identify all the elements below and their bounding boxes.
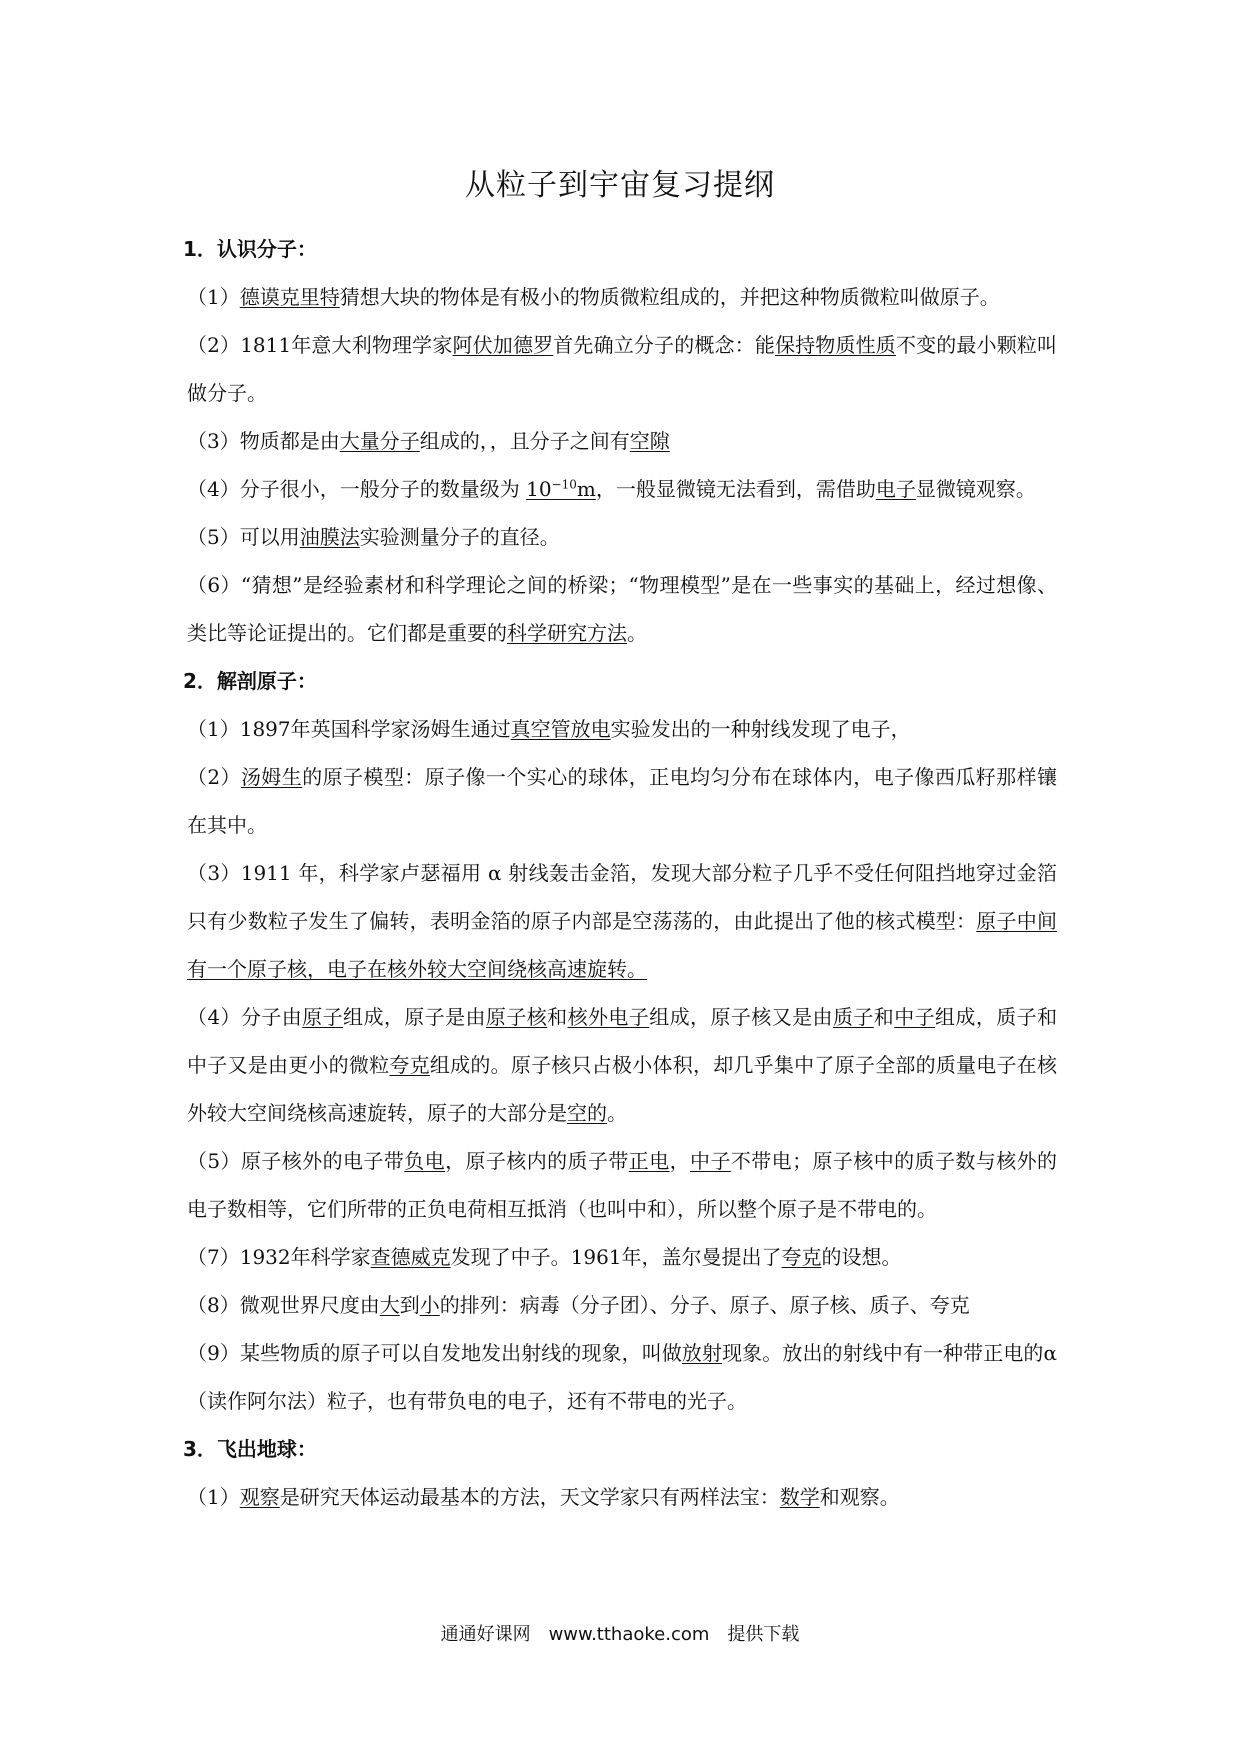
document-body — [183, 225, 1058, 1521]
text-run: ， — [669, 1149, 691, 1173]
underlined-term: 大 — [379, 1293, 400, 1317]
list-item — [187, 465, 1057, 513]
underlined-term: 核外电子 — [567, 1005, 650, 1029]
text-run: 组成，原子核又是由 — [649, 1005, 833, 1029]
text-run: 现象。放出的射线中有一种带正电的 — [722, 1341, 1044, 1365]
underline — [567, 1101, 607, 1125]
underline — [241, 765, 302, 789]
underline — [780, 1485, 820, 1509]
underlined-term: 保持物质性质 — [775, 333, 896, 357]
underline — [568, 1005, 650, 1029]
text-run: 和 — [873, 1005, 895, 1029]
underline — [775, 333, 896, 357]
underlined-term: 科学研究方法 — [507, 621, 627, 645]
underline — [453, 333, 554, 357]
underline — [240, 1485, 280, 1509]
text-run: （5）可以用 — [187, 525, 300, 549]
text-run: 不带电；原子核中的质子数与核外的电子数相等，它们所带的正负电荷相互抵消（也叫中和），所以整个原子是不带电的。 — [187, 1149, 1058, 1221]
underline — [682, 1341, 722, 1365]
underline — [690, 1149, 731, 1173]
text-run: （2）1811年意大利物理学家 — [187, 333, 453, 357]
list-item — [187, 1281, 1057, 1329]
list-item — [187, 993, 1057, 1137]
underlined-term: 阿伏加德罗 — [452, 333, 554, 357]
underlined-term: 空的 — [567, 1101, 607, 1125]
list-item — [187, 1233, 1057, 1281]
underlined-term: 负电 — [404, 1149, 446, 1173]
text-run: 显微镜观察。 — [915, 477, 1036, 501]
underline — [380, 1293, 400, 1317]
underlined-term: 德谟克里特 — [239, 285, 340, 309]
text-run: 。 — [627, 621, 647, 645]
underlined-term: 原子中间有一个原子核，电子在核外较大空间绕核高速旋转。 — [187, 909, 1058, 981]
list-item — [187, 417, 1057, 465]
text-run: （1） — [187, 1485, 240, 1509]
text-run: （2） — [187, 765, 241, 789]
underline — [300, 525, 360, 549]
text-run: （1） — [187, 285, 240, 309]
underline — [894, 1005, 935, 1029]
superscript: −10 — [551, 477, 577, 492]
underlined-term: 小 — [419, 1293, 440, 1317]
underlined-term: 夸克 — [781, 1245, 822, 1269]
text-run: 的原子模型：原子像一个实心的球体，正电均匀分布在球体内，电子像西瓜籽那样镶在其中。 — [187, 765, 1058, 837]
text-run: 组成的，，且分子之间有 — [419, 429, 630, 453]
underlined-term: 大量分子 — [339, 429, 420, 453]
underline — [511, 717, 611, 741]
underline — [404, 1149, 445, 1173]
underlined-term: 10 — [526, 477, 552, 501]
list-item — [187, 513, 1057, 561]
text-run: 发现了中子。1961年，盖尔曼提出了 — [450, 1245, 782, 1269]
text-run: 。 — [607, 1101, 627, 1125]
underlined-term: 空隙 — [629, 429, 670, 453]
text-run: 是研究天体运动最基本的方法，天文学家只有两样法宝： — [279, 1485, 780, 1509]
text-run: 组成，质子和中子又是由更小的微粒 — [187, 1005, 1058, 1077]
underlined-term: 数学 — [779, 1485, 820, 1509]
underlined-term: 观察 — [239, 1485, 280, 1509]
list-item — [187, 1473, 1057, 1521]
underlined-term: 质子 — [832, 1005, 874, 1029]
list-item — [187, 321, 1057, 417]
text-run: 不变的最小颗粒叫做分子。 — [187, 333, 1058, 405]
text-run: （5）原子核外的电子带 — [187, 1149, 405, 1173]
underlined-term: 油膜法 — [299, 525, 360, 549]
text-run: （3）1911 年，科学家卢瑟福用 α 射线轰击金箔，发现大部分粒子几乎不受任何阻挡地穿过金箔只有少数粒子发生了偏转，表明金箔的原子内部是空荡荡的，由此提出了他的核式模型： — [187, 861, 1057, 933]
text-run: ，原子核内的质子带 — [445, 1149, 629, 1173]
underline — [629, 1149, 670, 1173]
text-run: 和 — [547, 1005, 568, 1029]
text-run: ，一般显微镜无法看到，需借助 — [595, 477, 876, 501]
page-footer: 通通好课网 www.tthaoke.com 提供下载 — [440, 1624, 800, 1645]
underline — [577, 477, 596, 501]
underlined-term: 放射 — [681, 1341, 723, 1365]
underline — [340, 429, 420, 453]
underline — [486, 1005, 547, 1029]
text-run: 和观察。 — [819, 1485, 900, 1509]
list-item — [187, 561, 1057, 657]
underline — [630, 429, 670, 453]
underlined-term: m — [576, 477, 596, 501]
underline — [526, 477, 551, 501]
text-run: 组成的。原子核只占极小体积，却几乎集中了原子全部的质量电子在核外较大空间绕核高速旋转，原子的大部分是 — [187, 1053, 1058, 1125]
list-item — [187, 849, 1057, 993]
underline — [876, 477, 916, 501]
section-heading: 1．认识分子： — [183, 237, 317, 261]
list-item — [187, 273, 1057, 321]
text-run: 的排列：病毒（分子团）、分子、原子、原子核、质子、夸克 — [439, 1293, 970, 1317]
text-run: 的设想。 — [821, 1245, 902, 1269]
text-run: α — [1043, 1341, 1058, 1365]
list-item — [187, 753, 1057, 849]
underlined-term: 中子 — [894, 1005, 936, 1029]
text-run: （9）某些物质的原子可以自发地发出射线的现象，叫做 — [187, 1341, 682, 1365]
underline — [552, 477, 577, 501]
underlined-term: 原子 — [302, 1005, 344, 1029]
underline — [420, 1293, 440, 1317]
underlined-term: 原子核 — [485, 1005, 548, 1029]
underline — [240, 285, 340, 309]
list-item — [187, 1329, 1057, 1425]
underlined-term: 夸克 — [389, 1053, 430, 1077]
underlined-term: 正电 — [628, 1149, 670, 1173]
underlined-term: 查德威克 — [370, 1245, 451, 1269]
text-run: （8）微观世界尺度由 — [187, 1293, 380, 1317]
underline — [507, 621, 627, 645]
section-heading: 2．解剖原子： — [183, 669, 317, 693]
underlined-term: 中子 — [690, 1149, 731, 1173]
text-run: （3）物质都是由 — [187, 429, 340, 453]
text-run: 组成，原子是由 — [343, 1005, 486, 1029]
underline — [371, 1245, 451, 1269]
underlined-term: 真空管放电 — [510, 717, 611, 741]
page-title: 从粒子到宇宙复习提纲 — [465, 168, 775, 203]
text-run: 首先确立分子的概念：能 — [553, 333, 775, 357]
list-item — [187, 1137, 1057, 1233]
text-run: 实验发出的一种射线发现了电子， — [610, 717, 911, 741]
underline — [833, 1005, 874, 1029]
text-run: （读作阿尔法）粒子，也有带负电的电子，还有不带电的光子。 — [187, 1389, 747, 1413]
text-run: 实验测量分子的直径。 — [359, 525, 560, 549]
text-run: （1）1897年英国科学家汤姆生通过 — [187, 717, 511, 741]
underline — [782, 1245, 822, 1269]
list-item — [187, 705, 1057, 753]
text-run: （4）分子由 — [187, 1005, 303, 1029]
underline — [302, 1005, 343, 1029]
text-run: （7）1932年科学家 — [187, 1245, 371, 1269]
text-run: 猜想大块的物体是有极小的物质微粒组成的，并把这种物质微粒叫做原子。 — [339, 285, 1000, 309]
underline — [389, 1053, 429, 1077]
text-run: （6）“猜想”是经验素材和科学理论之间的桥梁；“物理模型”是在一些事实的基础上，经过想像、类比等论证提出的。它们都是重要的 — [187, 573, 1057, 645]
section-heading: 3．飞出地球： — [183, 1437, 317, 1461]
text-run: （4）分子很小，一般分子的数量级为 — [187, 477, 527, 501]
text-run: 到 — [399, 1293, 420, 1317]
underlined-term: 电子 — [875, 477, 916, 501]
underlined-term: 汤姆生 — [240, 765, 303, 789]
